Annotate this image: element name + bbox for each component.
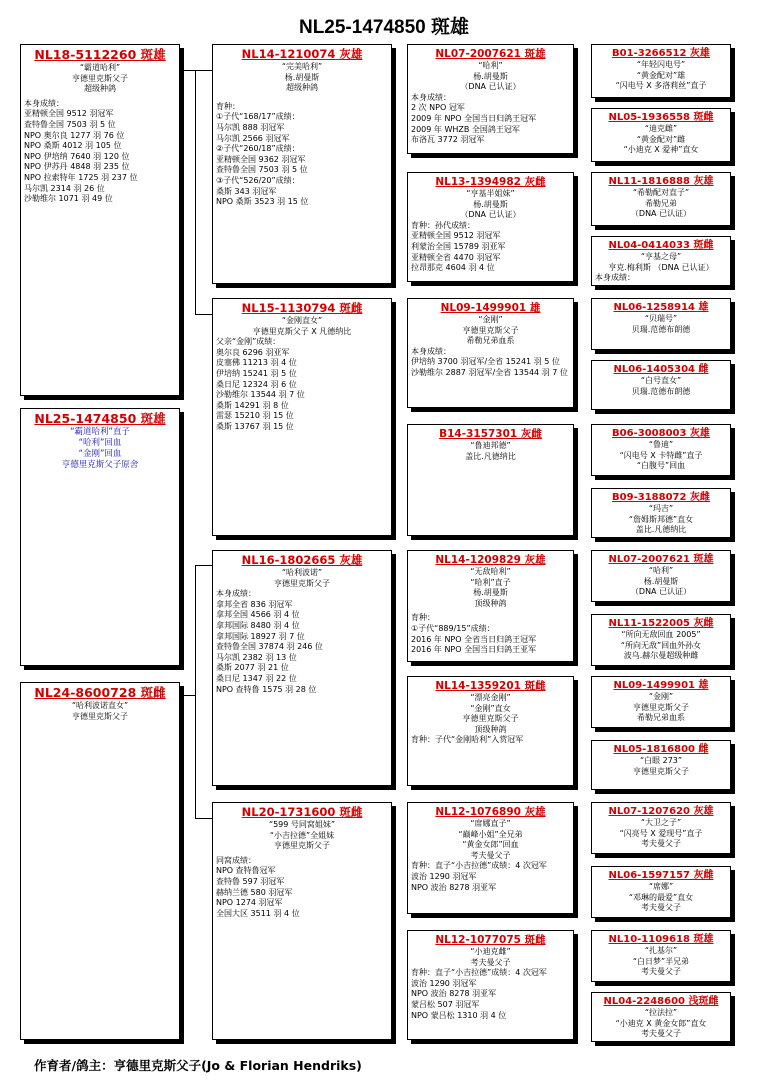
- gen4-line: 亨克.梅利斯 （DNA 已认证）: [608, 262, 714, 272]
- dd-detail: NPO 1274 羽冠军: [216, 898, 283, 908]
- gen3-line: “无敌哈利”: [470, 567, 511, 576]
- gen4-box: [591, 298, 731, 350]
- connector-ds: [195, 565, 212, 566]
- gen4-line: 亨德里克斯父子: [633, 766, 689, 776]
- gen3-detail: 2 次 NPO 冠军: [411, 103, 465, 113]
- sd-box: [212, 298, 392, 536]
- sd-ring: NL15-1130794 斑雌: [241, 301, 363, 315]
- gen4-ring: NL06-1597157 灰雌: [608, 870, 714, 881]
- gen3-detail: 育种：直子“小吉拉德”成绩：4 次冠军: [411, 861, 547, 871]
- gen3-line: “黄金女郎”回血: [462, 840, 519, 850]
- gen4-box: [591, 802, 731, 854]
- gen3-detail: 拉昂那克 4604 羽 4 位: [411, 263, 495, 273]
- gen4-line: “白眼 273”: [639, 756, 683, 765]
- gen3-detail: 2016 年 NPO 全省当日归鸽王冠军: [411, 634, 537, 644]
- gen3-detail: 布洛瓦 3772 羽冠军: [411, 135, 485, 145]
- gen3-detail: ①子代“889/15”成绩：: [411, 623, 495, 633]
- gen4-ring: NL06-1258914 雄: [613, 302, 709, 313]
- gen4-box: [591, 740, 731, 790]
- gen4-line: “金刚”: [648, 692, 674, 701]
- ss-detail: 查特鲁全国 7503 羽 5 位: [216, 165, 308, 175]
- sire-detail: NPO 桑斯 4012 羽 105 位: [24, 141, 122, 151]
- sire-detail: NPO 伊培纳 7640 羽 120 位: [24, 151, 130, 161]
- gen4-ring: NL11-1816888 灰雄: [608, 176, 714, 187]
- gen4-line: “黄金配对”雌: [636, 134, 686, 144]
- dd-line: “小吉拉德”全姐妹: [269, 830, 335, 840]
- gen4-ring: NL07-1207620 灰雄: [608, 806, 714, 817]
- ds-detail: NPO 查特鲁 1575 羽 28 位: [216, 684, 317, 694]
- sire-detail: 本身成绩：: [24, 98, 64, 108]
- gen4-ring: NL04-0414033 斑雌: [608, 240, 714, 251]
- gen4-line: （DNA 已认证）: [630, 209, 692, 219]
- sire-line: 超级种鸽: [84, 84, 116, 94]
- sd-detail: 伊培纳 15241 羽 5 位: [216, 368, 297, 378]
- gen4-line: “鲁迪”: [648, 440, 674, 449]
- gen3-ring: NL12-1077075 斑雌: [435, 934, 546, 946]
- gen3-detail: 育种：: [411, 613, 435, 623]
- gen3-line: “哈利”直子: [470, 577, 511, 587]
- gen4-ring: NL07-2007621 斑雄: [608, 554, 714, 565]
- gen3-line: “金刚”: [478, 315, 503, 324]
- gen3-line: “金刚”直女: [470, 703, 511, 713]
- gen4-ring: NL09-1499901 雄: [613, 680, 709, 691]
- gen4-ring: NL05-1816800 雌: [613, 744, 709, 755]
- gen4-line: “詹姆斯邦德”直女: [628, 514, 694, 524]
- gen4-line: “所向无敌”回血外孙女: [620, 640, 702, 650]
- dd-line: “599 号同窝姐妹”: [268, 820, 336, 829]
- gen3-ring: NL09-1499901 雄: [440, 302, 541, 314]
- gen4-line: “哈利”: [648, 566, 674, 575]
- gen4-line: “迪克雌”: [644, 124, 678, 133]
- gen3-line: 顶级种鸽: [474, 598, 507, 608]
- subject-line: 亨德里克斯父子原舍: [61, 460, 139, 470]
- ss-detail: ③子代“526/20”成绩：: [216, 175, 300, 185]
- gen3-line: 亨德里克斯父子: [462, 325, 519, 335]
- sd-line: 亨德里克斯父子 X 凡德纳比: [252, 326, 352, 336]
- gen3-ring: NL14-1359201 斑雌: [435, 680, 546, 692]
- gen3-detail: 蒙吕松 507 羽冠军: [411, 999, 480, 1009]
- ss-detail: 马尔凯 2566 羽冠军: [216, 133, 290, 143]
- gen4-line: 杨.胡曼斯: [643, 576, 679, 586]
- gen3-detail: 波治 1290 羽冠军: [411, 871, 477, 881]
- gen4-line: 考夫曼父子: [641, 839, 681, 849]
- sire-line: 亨德里克斯父子: [72, 73, 128, 83]
- gen4-line: 贝瑞.范德布朗德: [631, 386, 691, 396]
- ss-line: 超级种鸽: [286, 83, 318, 93]
- gen3-line: “席娜直子”: [470, 819, 511, 828]
- gen4-line: 盖比.凡德纳比: [635, 525, 687, 535]
- dd-line: 亨德里克斯父子: [274, 841, 330, 851]
- gen3-line: 盖比.凡德纳比: [465, 451, 516, 461]
- gen4-line: “小迪克 X 爱神”直女: [623, 145, 699, 155]
- gen4-line: 考夫曼父子: [641, 967, 681, 977]
- gen3-detail: 育种：直子“小吉拉德”成绩：4 次冠军: [411, 968, 547, 978]
- sd-detail: 奥尔良 6296 羽亚军: [216, 347, 290, 357]
- gen4-line: “希勒配对直子”: [632, 188, 690, 197]
- gen3-detail: 本身成绩：: [411, 92, 451, 102]
- gen4-line: （DNA 已认证）: [630, 587, 692, 597]
- gen4-line: 波乌.赫尔曼超级种雌: [623, 651, 699, 661]
- gen4-line: “扎基尔”: [644, 946, 678, 955]
- ds-detail: 拿邦全国 4566 羽 4 位: [216, 610, 300, 620]
- gen4-line: “闪亮号 X 爱现号”直子: [619, 828, 703, 838]
- sire-detail: NPO 奥尔良 1277 羽 76 位: [24, 130, 125, 140]
- gen4-line: “拉法拉”: [644, 1008, 678, 1017]
- gen3-ring: NL12-1076890 灰雄: [435, 806, 546, 818]
- ss-detail: 马尔凯 888 羽冠军: [216, 122, 285, 132]
- ss-detail: 亚精顿全国 9362 羽冠军: [216, 154, 306, 164]
- ds-detail: 拿邦全省 836 羽冠军: [216, 599, 293, 609]
- gen3-detail: NPO 波治 8278 羽亚军: [411, 882, 497, 892]
- gen3-line: “亨基半姐妹”: [466, 189, 515, 198]
- gen3-box: [407, 298, 574, 408]
- sire-box: [20, 44, 180, 396]
- sd-detail: 皮塞佛 11213 羽 4 位: [216, 358, 297, 368]
- sire-detail: 马尔凯 2314 羽 26 位: [24, 183, 105, 193]
- sd-detail: 沙勒维尔 13544 羽 7 位: [216, 390, 305, 400]
- gen4-line: “闪电号 X 多洛莉丝”直子: [615, 81, 707, 91]
- ds-detail: 马尔凯 2382 羽 13 位: [216, 652, 297, 662]
- gen4-line: “黄金配对”雄: [636, 70, 686, 80]
- gen3-detail: 沙勒维尔 2887 羽冠军/全省 13544 羽 7 位: [411, 367, 568, 377]
- gen3-box: [407, 550, 574, 662]
- ss-detail: 桑斯 343 羽冠军: [216, 186, 277, 196]
- subject-line: “霸道哈利”直子: [70, 427, 130, 437]
- gen4-line: “亨基之母”: [640, 252, 682, 261]
- gen3-detail: 亚精顿全省 4470 羽冠军: [411, 252, 501, 262]
- ss-line: “完美哈利”: [281, 62, 323, 71]
- gen4-line: “邓琳的最爱”直女: [628, 892, 694, 902]
- ds-detail: 本身成绩：: [216, 589, 256, 599]
- gen4-box: [591, 172, 731, 226]
- sire-detail: 查特鲁全国 7503 羽 5 位: [24, 119, 116, 129]
- gen3-detail: 波治 1290 羽冠军: [411, 978, 477, 988]
- sd-detail: 父亲“金刚”成绩：: [216, 337, 281, 347]
- gen4-ring: NL11-1522005 灰雌: [608, 618, 714, 629]
- sire-ring: NL18-5112260 斑雄: [34, 47, 166, 62]
- gen4-box: [591, 614, 731, 666]
- gen4-line: 贝瑞.范德布朗德: [631, 324, 691, 334]
- ss-ring: NL14-1210074 灰雄: [241, 47, 363, 61]
- gen4-line: 本身成绩：: [595, 273, 635, 283]
- gen4-ring: B06-3008003 灰雄: [612, 428, 710, 439]
- subject-box: [20, 408, 180, 666]
- gen4-line: “所向无敌回血 2005”: [621, 630, 701, 639]
- gen3-ring: B14-3157301 灰雌: [439, 428, 542, 440]
- gen4-box: [591, 44, 731, 98]
- ss-detail: NPO 桑斯 3523 羽 15 位: [216, 197, 309, 207]
- gen3-box: [407, 172, 574, 282]
- gen3-line: 杨.胡曼斯: [473, 588, 508, 598]
- gen4-line: “闪电号 X 卡特雌”直子: [619, 450, 703, 460]
- gen4-line: “白日梦”半兄弟: [632, 956, 690, 966]
- gen3-detail: 2016 年 NPO 全国当日归鸽王亚军: [411, 645, 537, 655]
- dd-detail: 赫纳兰德 580 羽冠军: [216, 887, 293, 897]
- gen3-detail: 伊培纳 3700 羽冠军/全省 15241 羽 5 位: [411, 357, 560, 367]
- gen4-line: 亨德里克斯父子: [633, 702, 689, 712]
- ss-box: [212, 44, 392, 284]
- gen3-line: “鲁迪邦德”: [470, 441, 511, 450]
- gen4-line: 考夫曼父子: [641, 1029, 681, 1039]
- dd-detail: 查特鲁 597 羽冠军: [216, 876, 285, 886]
- subject-line: “金刚”回血: [78, 449, 122, 459]
- gen4-line: “大卫之子”: [640, 818, 682, 827]
- dd-detail: 全国大区 3511 羽 4 位: [216, 908, 300, 918]
- dam-line: 亨德里克斯父子: [72, 711, 128, 721]
- gen4-box: [591, 488, 731, 538]
- gen3-line: 顶级种鸽: [474, 724, 507, 734]
- footer-breeder: 作育者/鸽主：亨德里克斯父子(Jo & Florian Hendriks): [34, 1058, 362, 1073]
- dd-box: [212, 802, 392, 1040]
- connector-sd: [195, 314, 212, 315]
- connector-sire-ss: [180, 70, 212, 71]
- ds-detail: 查特鲁全国 37874 羽 246 位: [216, 642, 323, 652]
- gen4-box: [591, 866, 731, 918]
- gen4-line: 考夫曼父子: [641, 903, 681, 913]
- gen3-box: [407, 676, 574, 786]
- sire-detail: 亚精顿全国 9512 羽冠军: [24, 109, 114, 119]
- gen3-line: “小迪克雌”: [470, 947, 511, 956]
- gen4-line: 希勒兄弟: [645, 198, 677, 208]
- gen4-line: “白号直女”: [640, 376, 682, 385]
- gen3-line: “漂亮金刚”: [470, 693, 511, 702]
- gen3-ring: NL07-2007621 斑雄: [435, 48, 546, 60]
- gen4-ring: NL04-2248600 浅斑雌: [603, 996, 719, 1007]
- ds-ring: NL16-1802665 灰雄: [241, 553, 363, 567]
- connector-dam-vertical: [195, 565, 196, 819]
- ds-detail: 桑斯 2077 羽 21 位: [216, 663, 289, 673]
- sire-line: “霸道哈利”: [79, 63, 121, 72]
- gen3-detail: 育种：子代“金刚哈利”入赏冠军: [411, 735, 524, 745]
- gen3-line: 希勒兄弟血系: [466, 336, 515, 346]
- gen3-detail: 利蒙治全国 15789 羽亚军: [411, 241, 506, 251]
- gen3-line: （DNA 已认证）: [460, 82, 521, 92]
- connector-dam-ds: [180, 695, 195, 696]
- gen4-line: “席娜”: [648, 882, 674, 891]
- gen4-box: [591, 236, 731, 286]
- gen3-box: [407, 424, 574, 536]
- dam-line: “哈利波诺直女”: [71, 701, 129, 710]
- gen4-line: “年轻闪电号”: [636, 60, 686, 69]
- gen4-box: [591, 550, 731, 602]
- gen4-ring: NL10-1109618 斑雄: [608, 934, 714, 945]
- gen4-line: “小迪克 X 黄金女郎”直女: [615, 1018, 707, 1028]
- gen4-box: [591, 676, 731, 728]
- sd-line: “金刚直女”: [281, 316, 323, 325]
- gen3-box: [407, 930, 574, 1040]
- gen4-ring: B09-3188072 灰雌: [612, 492, 710, 503]
- gen3-detail: 2009 年 NPO 全国当日归鸽王冠军: [411, 113, 537, 123]
- gen4-line: “贝瑞号”: [644, 314, 678, 323]
- gen3-detail: 本身成绩：: [411, 346, 451, 356]
- ds-box: [212, 550, 392, 786]
- ss-detail: ②子代“260/18”成绩：: [216, 144, 300, 154]
- connector-sire-sd: [195, 70, 196, 314]
- ds-line: “哈利波诺”: [281, 568, 323, 577]
- gen4-box: [591, 360, 731, 410]
- gen3-line: “巅峰小姐”全兄弟: [458, 829, 523, 839]
- gen3-ring: NL14-1209829 灰雄: [435, 554, 546, 566]
- connector-dd: [195, 818, 212, 819]
- ss-detail: ①子代“168/17”成绩：: [216, 112, 300, 122]
- sd-detail: 桑斯 13767 羽 15 位: [216, 421, 294, 431]
- gen3-detail: 育种：孙代成绩：: [411, 220, 475, 230]
- ds-detail: 桑日尼 1347 羽 22 位: [216, 673, 297, 683]
- gen4-box: [591, 992, 731, 1042]
- gen4-line: 希勒兄弟血系: [637, 713, 685, 723]
- subject-ring: NL25-1474850 斑雄: [34, 411, 166, 426]
- gen4-box: [591, 424, 731, 476]
- sire-detail: NPO 拉索特年 1725 羽 237 位: [24, 172, 138, 182]
- sire-detail: NPO 伊苏丹 4848 羽 235 位: [24, 162, 130, 172]
- dd-detail: NPO 查特鲁冠军: [216, 866, 276, 876]
- gen3-detail: 亚精顿全国 9512 羽冠军: [411, 231, 501, 241]
- dd-detail: 同窝成绩：: [216, 855, 256, 865]
- ds-detail: 拿邦国际 18927 羽 7 位: [216, 631, 305, 641]
- gen4-box: [591, 930, 731, 982]
- ds-line: 亨德里克斯父子: [274, 578, 330, 588]
- dam-ring: NL24-8600728 斑雌: [34, 685, 166, 700]
- sd-detail: 雷瑟 15210 羽 15 位: [216, 411, 294, 421]
- subject-line: “哈利”回血: [78, 438, 122, 448]
- gen3-line: 亨德里克斯父子: [462, 714, 519, 724]
- ds-detail: 拿邦国际 8480 羽 4 位: [216, 620, 300, 630]
- gen4-box: [591, 108, 731, 162]
- gen3-line: （DNA 已认证）: [460, 210, 521, 220]
- gen4-line: “白腹号”回血: [636, 461, 686, 471]
- gen4-ring: B01-3266512 灰雄: [612, 48, 710, 59]
- dam-box: [20, 682, 180, 1040]
- gen3-detail: NPO 蒙吕松 1310 羽 4 位: [411, 1010, 507, 1020]
- gen3-ring: NL13-1394982 灰雌: [435, 176, 546, 188]
- gen3-detail: NPO 波治 8278 羽亚军: [411, 989, 497, 999]
- gen3-line: 杨.胡曼斯: [473, 199, 508, 209]
- gen3-line: 考夫曼父子: [470, 850, 511, 860]
- gen4-ring: NL05-1936558 斑雌: [608, 112, 714, 123]
- gen4-line: “玛吉”: [648, 504, 674, 513]
- dd-ring: NL20-1731600 斑雌: [241, 805, 363, 819]
- sire-detail: 沙勒维尔 1071 羽 49 位: [24, 194, 113, 204]
- gen3-box: [407, 44, 574, 154]
- gen3-box: [407, 802, 574, 914]
- gen3-detail: 2009 年 WHZB 全国鸽王冠军: [411, 124, 520, 134]
- gen3-line: “哈利”: [478, 61, 503, 70]
- gen4-ring: NL06-1405304 雌: [613, 364, 709, 375]
- sd-detail: 桑日尼 12324 羽 6 位: [216, 379, 297, 389]
- gen3-line: 杨.胡曼斯: [473, 71, 508, 81]
- gen3-line: 考夫曼父子: [470, 957, 511, 967]
- sd-detail: 桑斯 14291 羽 8 位: [216, 400, 289, 410]
- ss-detail: 育种：: [216, 101, 240, 111]
- ss-line: 杨.胡曼斯: [284, 72, 320, 82]
- page-title: NL25-1474850 斑雄: [298, 17, 470, 38]
